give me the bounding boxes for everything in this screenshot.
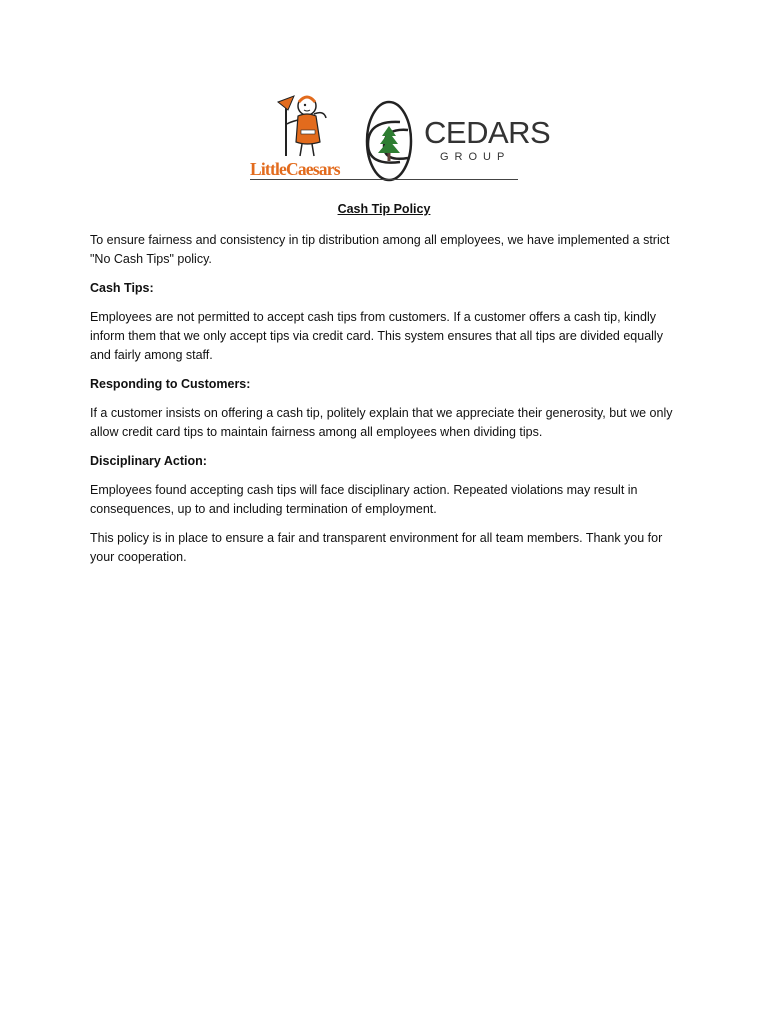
section-body-disciplinary: Employees found accepting cash tips will face disciplinary action. Repeated violations may result in consequences, up to and including termination of employment. bbox=[90, 483, 638, 516]
cedars-group-subline: GROUP bbox=[440, 151, 511, 163]
section-heading-disciplinary: Disciplinary Action: bbox=[90, 454, 207, 468]
caesar-mascot-icon bbox=[274, 92, 334, 158]
cedars-group-logo bbox=[360, 100, 551, 182]
intro-paragraph: To ensure fairness and consistency in tip distribution among all employees, we have implemented a strict "No Cash Tips" policy. bbox=[90, 233, 670, 266]
section-body-cash-tips: Employees are not permitted to accept cash tips from customers. If a customer offers a cash tip, kindly inform them that we only accept tips via credit card. This system ensures that all tips are divided equally and fairly among staff. bbox=[90, 310, 663, 362]
policy-title: Cash Tip Policy bbox=[337, 202, 431, 216]
cedars-wordmark: CEDARS bbox=[424, 115, 551, 150]
section-heading-responding: Responding to Customers: bbox=[90, 377, 251, 391]
logo-underline-rule bbox=[250, 179, 518, 180]
little-caesars-wordmark: LittleCaesars bbox=[250, 159, 340, 179]
policy-body bbox=[90, 231, 682, 577]
section-heading-cash-tips: Cash Tips: bbox=[90, 281, 154, 295]
closing-paragraph: This policy is in place to ensure a fair and transparent environment for all team members. Thank you for your cooperation. bbox=[90, 531, 663, 564]
little-caesars-logo bbox=[248, 92, 362, 182]
section-body-responding: If a customer insists on offering a cash tip, politely explain that we appreciate their generosity, but we only allow credit card tips to maintain fairness among all employees when dividing tips. bbox=[90, 406, 673, 439]
cedar-tree-emblem-icon bbox=[360, 100, 418, 182]
header-logos bbox=[248, 92, 551, 182]
